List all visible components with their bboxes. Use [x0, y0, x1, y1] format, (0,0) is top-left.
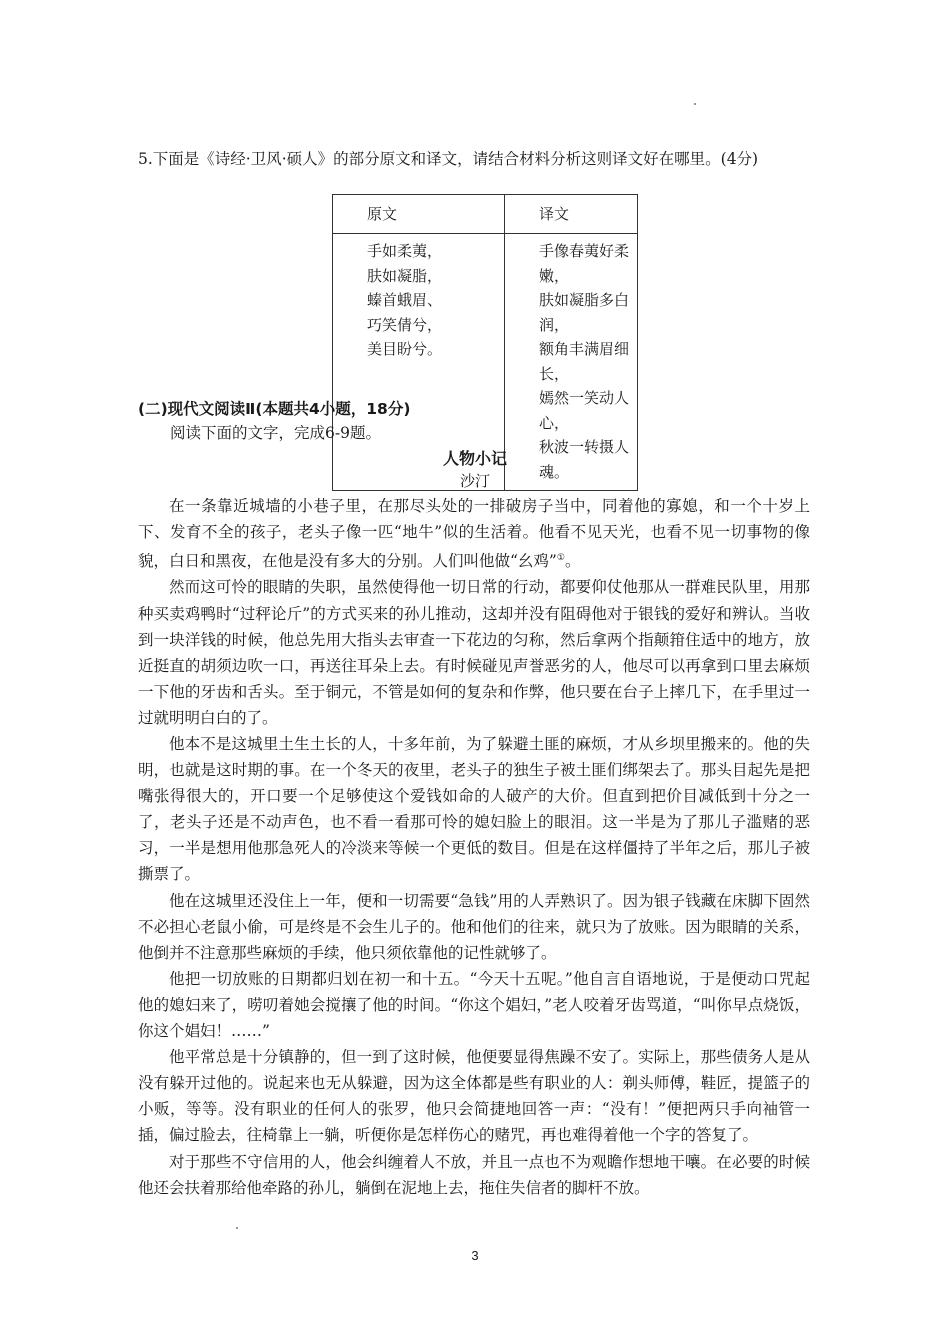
question-5-text: 5.下面是《诗经·卫风·硕人》的部分原文和译文，请结合材料分析这则译文好在哪里。(4分) — [138, 150, 759, 168]
original-line: 手如柔荑， — [367, 242, 443, 260]
translation-line: 嫣然一笑动人心， — [539, 389, 630, 432]
original-line: 螓首蛾眉、 — [367, 291, 443, 309]
original-line: 巧笑倩兮， — [367, 315, 443, 334]
original-line: 肤如凝脂， — [367, 266, 443, 285]
header-original: 原文 — [333, 195, 505, 234]
paragraph: 他在这城里还没住上一年，便和一切需要“急钱”用的人弄熟识了。因为银子钱藏在床脚下固然不必担心老鼠小偷，可是终是不会生儿子的。他和他们的往来，就只为了放账。因为眼睛的关系，他倒并不注意那些麻烦的手续，他只须依靠他的记性就够了。 — [138, 891, 810, 962]
translation-line: 额角丰满眉细长， — [539, 340, 630, 383]
instruction-text: 阅读下面的文字，完成6-9题。 — [170, 424, 381, 442]
paragraph: 对于那些不守信用的人，他会纠缠着人不放，并且一点也不为观瞻作想地干嚷。在必要的时候他还会扶着那给他牵路的孙儿，躺倒在泥地上去，拖住失信者的脚杆不放。 — [138, 1152, 810, 1197]
translation-line: 肤如凝脂多白润， — [539, 291, 630, 334]
translation-line: 秋波一转摄人魂。 — [539, 438, 630, 481]
header-translation: 译文 — [505, 195, 638, 234]
scan-speck — [694, 103, 696, 105]
paragraph: 在一条靠近城墙的小巷子里，在那尽头处的一排破房子当中，同着他的寡媳，和一个十岁上下、发育不全的孩子，老头子像一匹“地牛”似的生活着。他看不见天光，也看不见一切事物的像貌，白日和黑夜，在他是没有多大的分别。人们叫他做“幺鸡”①。 — [138, 497, 810, 571]
footnote-marker: ① — [556, 553, 565, 564]
scan-speck — [236, 1227, 238, 1229]
paragraph: 他把一切放账的日期都归划在初一和十五。“今天十五呢。”他自言自语地说，于是便动口咒起他的媳妇来了，唠叨着她会搅攘了他的时间。“你这个娼妇，”老人咬着牙齿骂道，“叫你早点烧饭，你这个娼妇！……” — [138, 969, 810, 1041]
translation-line: 手像春荑好柔嫩， — [539, 242, 630, 285]
section-heading: (二)现代文阅读Ⅱ(本题共4小题，18分) — [138, 400, 411, 418]
paragraph: 他本不是这城里土生土长的人，十多年前，为了躲避土匪的麻烦，才从乡坝里搬来的。他的失明，也就是这时期的事。在一个冬天的夜里，老头子的独生子被土匪们绑架去了。那头目起先是把嘴张得很大的，开口要一个足够使这个爱钱如命的人破产的大价。但直到把价目减低到十分之一了，老头子还是不动声色，也不看一看那可怜的媳妇脸上的眼泪。这一半是为了那儿子滥赌的恶习，一半是想用他那急死人的冷淡来等候一个更低的数目。但是在这样僵持了半年之后，那儿子被撕票了。 — [138, 735, 810, 884]
paragraph: 他平常总是十分镇静的，但一到了这时候，他便要显得焦躁不安了。实际上，那些债务人是从没有躲开过他的。说起来也无从躲避，因为这全体都是些有职业的人：剃头师傅，鞋匠，提篮子的小贩，等等。没有职业的任何人的张罗，他只会简捷地回答一声：“没有！”便把两只手向袖管一插，偏过脸去，往椅靠上一躺，听便你是怎样伤心的赌咒，再也难得着他一个字的答复了。 — [138, 1048, 810, 1145]
article-author: 沙汀 — [459, 472, 490, 490]
paragraph: 然而这可怜的眼睛的失职，虽然使得他一切日常的行动，都要仰仗他那从一群难民队里，用那种买卖鸡鸭时“过秤论斤”的方式买来的孙儿推动，这却并没有阻碍他对于银钱的爱好和辨认。当收到一块洋钱的时候，他总先用大指头去审查一下花边的匀称，然后拿两个指颠箝住适中的地方，放近挺直的胡须边吹一口，再送往耳朵上去。有时候碰见声誉恶劣的人，他尽可以再拿到口里去麻烦一下他的牙齿和舌头。至于铜元，不管是如何的复杂和作弊，他只要在台子上摔几下，在手里过一过就明明白白的了。 — [138, 578, 810, 727]
article-title: 人物小记 — [442, 449, 507, 468]
article-body — [138, 493, 810, 1201]
page-number: 3 — [471, 1248, 479, 1263]
original-line: 美目盼兮。 — [367, 340, 443, 358]
